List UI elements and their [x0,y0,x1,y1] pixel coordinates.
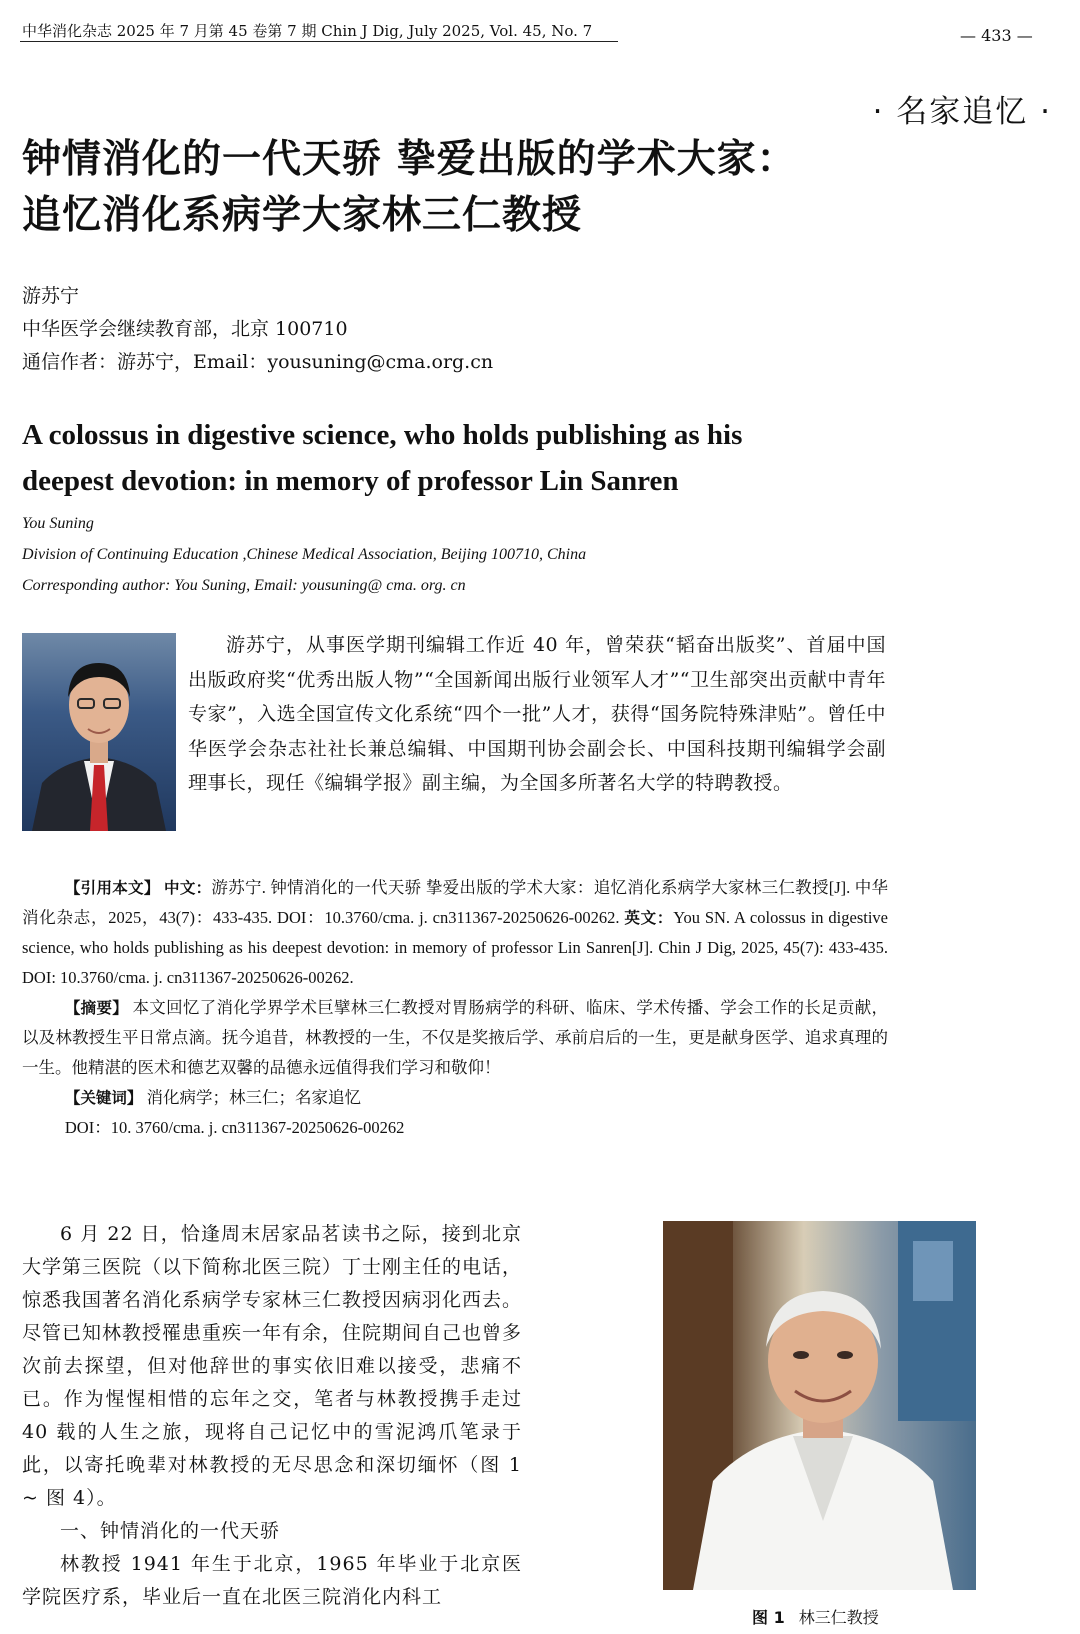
keywords-text: 消化病学；林三仁；名家追忆 [146,1088,362,1107]
title-line-1: 钟情消化的一代天骄 挚爱出版的学术大家： [22,137,797,182]
body-column [22,1218,522,1614]
abstract [22,993,888,1083]
citation-en: You SN. A colossus in digestive science, who holds publishing as his deepest devotion: in memory of professor Lin Sanren[J]. Chin J Dig, 2025, 45(7): 433-435. DOI: 10.3760/cma. j. cn311367-20250626-00262. [22,908,888,987]
running-header: 中华消化杂志 2025 年 7 月第 45 卷第 7 期 Chin J Dig, July 2025, Vol. 45, No. 7 [22,22,593,40]
page-number: — 433 — [960,26,1033,45]
figure-1-illustration [663,1221,976,1590]
corresponding-author-en: Corresponding author: You Suning, Email: yousuning@ cma. org. cn [22,577,466,594]
article-title-en [22,412,902,504]
citation [22,873,888,993]
author-bio: 游苏宁，从事医学期刊编辑工作近 40 年，曾荣获“韬奋出版奖”、首届中国出版政府奖“优秀出版人物”“全国新闻出版行业领军人才”“卫生部突出贡献中青年专家”，入选全国宣传文化系统“四个一批”人才，获得“国务院特殊津贴”。曾任中华医学会杂志社社长兼总编辑、中国期刊协会副会长、中国科技期刊编辑学会副理事长，现任《编辑学报》副主编，为全国多所著名大学的特聘教授。 [188,634,886,794]
citation-cn: 游苏宁. 钟情消化的一代天骄 挚爱出版的学术大家：追忆消化系病学大家林三仁教授[J]. 中华消化杂志，2025，43(7)：433-435. DOI：10.3760/cma. j. cn311367-20250626-00262. [22,878,888,927]
author-name-cn: 游苏宁 [22,285,80,307]
title-en-line-1: A colossus in digestive science, who holds publishing as his [22,419,743,451]
author-affiliation-cn: 中华医学会继续教育部，北京 100710 [22,318,348,340]
citation-en-label: 英文： [624,909,674,927]
author-name-en: You Suning [22,515,94,532]
corresponding-author-cn: 通信作者：游苏宁，Email：yousuning@cma.org.cn [22,351,494,373]
author-portrait-illustration [22,633,176,831]
citation-abstract-block [22,873,888,1143]
citation-label: 【引用本文】 [64,879,160,897]
body-paragraph-2: 林教授 1941 年生于北京，1965 年毕业于北京医学院医疗系，毕业后一直在北医三院消化内科工 [22,1553,522,1608]
figure-1-label: 图 1 [752,1608,785,1627]
figure-1-caption [752,1605,879,1628]
abstract-label: 【摘要】 [64,999,129,1017]
title-en-line-2: deepest devotion: in memory of professor Lin Sanren [22,465,679,497]
abstract-text: 本文回忆了消化学界学术巨擘林三仁教授对胃肠病学的科研、临床、学术传播、学会工作的长足贡献，以及林教授生平日常点滴。抚今追昔，林教授的一生，不仅是奖掖后学、承前启后的一生，更是献身医学、追求真理的一生。他精湛的医术和德艺双馨的品德永远值得我们学习和敬仰！ [22,998,888,1077]
author-block-en [22,508,586,601]
keywords [22,1083,888,1113]
figure-1-caption-text: 林三仁教授 [798,1608,879,1627]
figure-1-photo [663,1221,976,1590]
doi: DOI：10. 3760/cma. j. cn311367-20250626-00262 [64,1118,405,1137]
article-title-cn [22,132,1012,244]
author-photo [22,633,176,831]
section-heading: 一、钟情消化的一代天骄 [60,1520,281,1542]
citation-cn-label: 中文： [164,879,212,897]
column-tag: · 名家追忆 · [872,94,1052,130]
title-line-2: 追忆消化系病学大家林三仁教授 [22,193,583,238]
body-paragraph-1: 6 月 22 日，恰逢周末居家品茗读书之际，接到北京大学第三医院（以下简称北医三院）丁士刚主任的电话，惊悉我国著名消化系病学专家林三仁教授因病羽化西去。尽管已知林教授罹患重疾一年有余，住院期间自己也曾多次前去探望，但对他辞世的事实依旧难以接受，悲痛不已。作为惺惺相惜的忘年之交，笔者与林教授携手走过 40 载的人生之旅，现将自己记忆中的雪泥鸿爪笔录于此，以寄托晚辈对林教授的无尽思念和深切缅怀（图 1 ~ 图 4）。 [22,1223,523,1509]
author-block-cn [22,280,493,379]
header-rule [20,41,618,42]
keywords-label: 【关键词】 [64,1089,143,1107]
author-affiliation-en: Division of Continuing Education ,Chinese Medical Association, Beijing 100710, China [22,546,587,563]
